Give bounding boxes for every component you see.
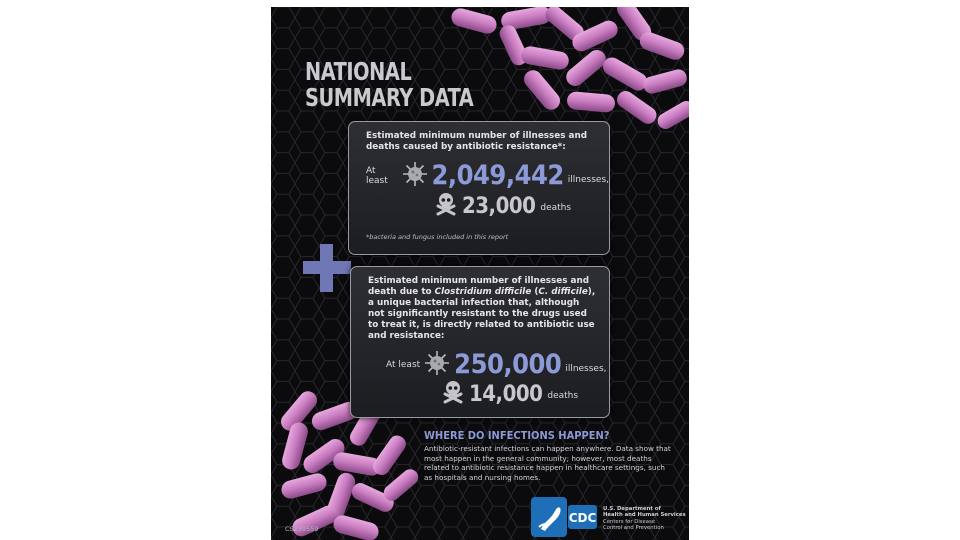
- card2-illnesses-row: [386, 349, 607, 380]
- antibiotic-resistance-card: [348, 121, 610, 255]
- hhs-attribution: [603, 506, 686, 532]
- plus-icon: [303, 244, 351, 292]
- hhs-line-4: Control and Prevention: [603, 525, 664, 532]
- card1-illnesses-row: [366, 160, 609, 191]
- card2-at-least-label: At least: [386, 359, 421, 370]
- c-difficile-card: [350, 266, 610, 418]
- card1-deaths-unit: deaths: [540, 203, 572, 213]
- cdc-logo-text: CDC: [568, 511, 597, 525]
- card2-deaths-value: 14,000: [469, 381, 543, 407]
- card2-intro-a: Estimated minimum number of illnesses and death due to: [368, 276, 590, 297]
- skull-crossbones-icon: [435, 192, 457, 220]
- title-line-1: NATIONAL: [305, 57, 412, 86]
- cdc-hhs-logo: [531, 497, 599, 537]
- hhs-line-1: U.S. Department of: [603, 506, 661, 512]
- card1-footnote: *bacteria and fungus included in this report: [366, 233, 509, 241]
- page-title: [305, 59, 473, 111]
- card1-illnesses-value: 2,049,442: [431, 160, 564, 191]
- card2-intro: [368, 276, 596, 342]
- hhs-line-2: Health and Human Services: [603, 512, 686, 519]
- card2-deaths-row: [442, 380, 578, 408]
- skull-crossbones-icon: [442, 380, 464, 408]
- hhs-line-3: Centers for Disease: [603, 518, 656, 525]
- card2-illnesses-value: 250,000: [454, 349, 562, 380]
- germ-icon: [424, 350, 450, 380]
- card2-deaths-unit: deaths: [547, 391, 579, 401]
- card2-intro-species: Clostridium difficile: [434, 287, 532, 297]
- card1-intro: Estimated minimum number of illnesses and deaths caused by antibiotic resistance*:: [366, 131, 588, 152]
- card2-intro-c: ), a unique bacterial infection that, although not significantly resistant to the drugs used to treat it, is directly related to antibiotic use and resistance:: [368, 287, 596, 341]
- card1-at-least-label: At least: [366, 165, 388, 186]
- where-heading: WHERE DO INFECTIONS HAPPEN?: [424, 429, 610, 442]
- infographic-poster: [271, 7, 689, 540]
- title-line-2: SUMMARY DATA: [305, 83, 474, 112]
- card1-deaths-value: 23,000: [462, 193, 536, 219]
- card2-intro-abbrev: C. difficile: [538, 287, 588, 297]
- card2-illnesses-unit: illnesses,: [565, 363, 607, 374]
- card1-illnesses-unit: illnesses,: [567, 174, 609, 185]
- where-body: Antibiotic-resistant infections can happen anywhere. Data show that most happen in the general community; however, most deaths related to antibiotic resistance happen in healthcare settings, such as hospitals and nursing homes.: [424, 444, 671, 482]
- germ-icon: [402, 161, 428, 191]
- card2-intro-b: (: [531, 287, 539, 297]
- card1-deaths-row: [435, 192, 571, 220]
- document-code: CS239559: [285, 525, 319, 533]
